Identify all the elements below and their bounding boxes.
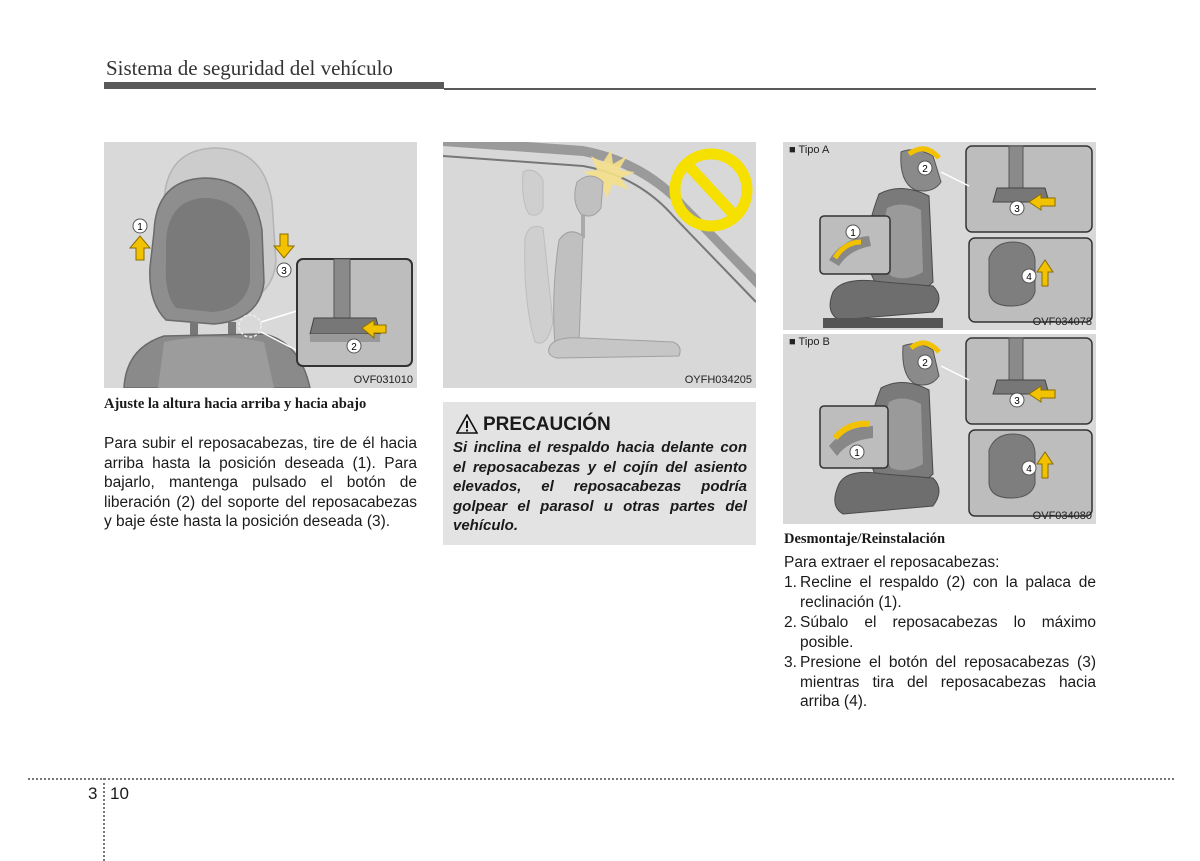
chapter-number: 3	[88, 784, 98, 803]
list-item: 3. Presione el botón del reposacabezas (3) mientras tira del reposacabezas hacia arriba (4).	[784, 654, 1096, 710]
figure-type-a	[783, 142, 1096, 330]
body-height-adjust: Para subir el reposacabezas, tire de él hacia arriba hasta la posición deseada (1). Para bajarlo, mantenga pulsado el botón de liberación (2) del soporte del reposacabezas y baje éste hasta la posición deseada (3).	[104, 435, 417, 530]
callout-4: 4	[1026, 464, 1032, 475]
list-item: 2. Súbalo el reposacabezas lo máximo posible.	[784, 614, 1096, 651]
callout-1: 1	[850, 228, 856, 239]
footer-divider	[28, 778, 1174, 780]
removal-steps	[784, 573, 1096, 713]
figure-tag: ■ Tipo B	[789, 336, 830, 348]
figure-seat-fold-warning	[443, 142, 756, 388]
figure-code: OVF034080	[1032, 510, 1092, 522]
figure-tag: ■ Tipo A	[789, 144, 830, 156]
figure-code: OVF034078	[1032, 316, 1092, 328]
callout-1: 1	[854, 448, 860, 459]
header-rule-thin	[444, 88, 1096, 90]
subheading-removal: Desmontaje/Reinstalación	[784, 531, 946, 547]
callout-3: 3	[1014, 204, 1020, 215]
callout-2: 2	[351, 342, 357, 353]
callout-3: 3	[1014, 396, 1020, 407]
subheading-height-adjust: Ajuste la altura hacia arriba y hacia abajo	[104, 396, 367, 412]
figure-code: OYFH034205	[684, 374, 752, 386]
removal-intro: Para extraer el reposacabezas:	[784, 554, 1000, 571]
figure-headrest-height	[104, 142, 417, 388]
footer-divider-vertical	[103, 778, 105, 861]
warning-triangle-icon	[456, 414, 478, 434]
callout-2: 2	[922, 358, 928, 369]
caution-box	[443, 402, 756, 545]
callout-2: 2	[922, 164, 928, 175]
header-rule-thick	[104, 82, 444, 89]
figure-code: OVF031010	[353, 374, 413, 386]
callout-1: 1	[137, 222, 143, 233]
caution-body: Si inclina el respaldo hacia delante con el reposacabezas y el cojín del asiento elevados, el reposacabezas podría golpear el parasol u otras partes del vehículo.	[453, 439, 747, 534]
page-header-title: Sistema de seguridad del vehículo	[106, 56, 393, 80]
caution-title: PRECAUCIÓN	[483, 414, 611, 435]
figure-type-b	[783, 334, 1096, 524]
callout-4: 4	[1026, 272, 1032, 283]
callout-3: 3	[281, 266, 287, 277]
page-number: 10	[110, 784, 129, 803]
list-item: 1. Recline el respaldo (2) con la palaca de reclinación (1).	[784, 574, 1096, 611]
